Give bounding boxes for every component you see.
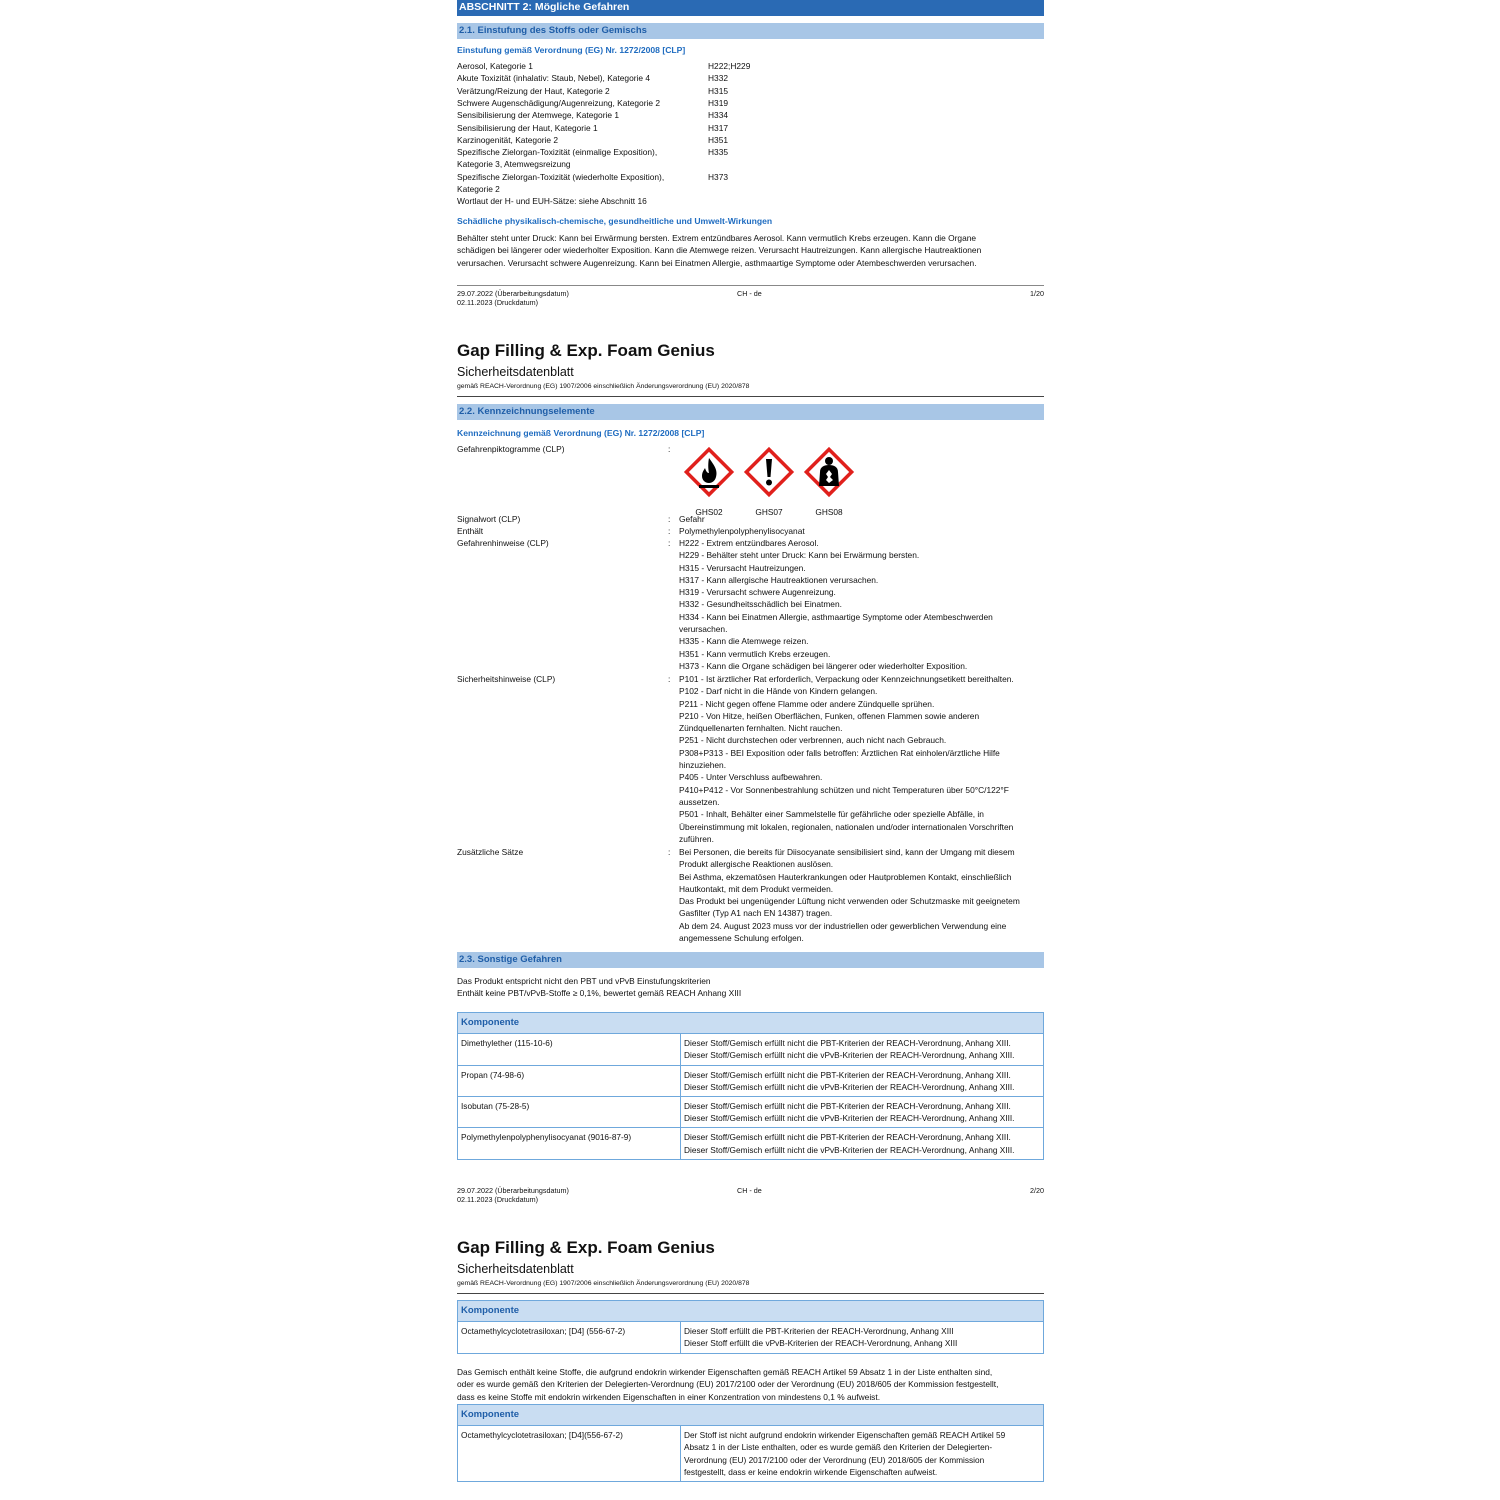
precautionary-statement: Zündquellenarten fernhalten. Nicht rauchen. bbox=[679, 723, 843, 734]
hazard-statement: H373 - Kann die Organe schädigen bei längerer oder wiederholter Exposition. bbox=[679, 660, 968, 671]
hazard-statement: H351 - Kann vermutlich Krebs erzeugen. bbox=[679, 648, 831, 659]
assessment-line: Dieser Stoff erfüllt die PBT-Kriterien der REACH-Verordnung, Anhang XIII bbox=[684, 1326, 954, 1337]
assessment-line: Dieser Stoff erfüllt die vPvB-Kriterien der REACH-Verordnung, Anhang XIII bbox=[684, 1338, 958, 1349]
section-2-2-heading: 2.2. Kennzeichnungselemente bbox=[457, 404, 1044, 420]
assessment-line: Dieser Stoff/Gemisch erfüllt nicht die vPvB-Kriterien der REACH-Verordnung, Anhang XIII. bbox=[684, 1144, 1015, 1155]
header-rule bbox=[457, 396, 1044, 397]
table-row bbox=[458, 1322, 1044, 1353]
regulation-note-p3: gemäß REACH-Verordnung (EG) 1907/2006 einschließlich Änderungsverordnung (EU) 2020/878 bbox=[457, 1280, 750, 1287]
precautionary-statement: P102 - Darf nicht in die Hände von Kindern gelangen. bbox=[679, 686, 878, 697]
document-title-p3: Gap Filling & Exp. Foam Genius bbox=[457, 1238, 715, 1257]
assessment-line: Dieser Stoff/Gemisch erfüllt nicht die vPvB-Kriterien der REACH-Verordnung, Anhang XIII. bbox=[684, 1113, 1015, 1124]
classification-label: Spezifische Zielorgan-Toxizität (wiederholte Exposition), bbox=[457, 171, 665, 182]
hazard-statement: H319 - Verursacht schwere Augenreizung. bbox=[679, 587, 836, 598]
assessment-line: Absatz 1 in der Liste enthalten, oder es wurde gemäß den Kriterien der Delegierten- bbox=[684, 1442, 993, 1453]
section-2-3-heading: 2.3. Sonstige Gefahren bbox=[457, 952, 1044, 968]
page-footer-2: 29.07.2022 (Überarbeitungsdatum) 02.11.2023 (Druckdatum) CH - de 2/20 bbox=[457, 1182, 1044, 1195]
hazard-code: H317 bbox=[708, 122, 729, 133]
assessment-line: festgestellt, dass er keine endokrin wirkende Eigenschaften aufweist. bbox=[684, 1466, 938, 1477]
ghs02-pictogram: GHS02 bbox=[681, 444, 737, 517]
table-header: Komponente bbox=[458, 1013, 1044, 1034]
effects-text: Behälter steht unter Druck: Kann bei Erwärmung bersten. Extrem entzündbares Aerosol. Kann vermutlich Krebs erzeugen. Kann die Organe schädigen bei längerer oder wiederholter Exposition. Kann die Atemwege reizen. Verursacht Hautreizungen. Kann allergische Hautreaktionen verursachen. Verursacht schwere Augenreizung. Kann bei Einatmen Allergie, asthmaartige Symptome oder Atembeschwerden verursachen. bbox=[457, 233, 982, 268]
pictograms-label: Gefahrenpiktogramme (CLP) bbox=[457, 444, 565, 454]
hazard-code: H315 bbox=[708, 85, 729, 96]
labelling-subheading: Kennzeichnung gemäß Verordnung (EG) Nr. 1272/2008 [CLP] bbox=[457, 428, 705, 438]
revision-date: 29.07.2022 (Überarbeitungsdatum) bbox=[457, 289, 569, 298]
page-footer-1 bbox=[457, 285, 1044, 307]
classification-label: Aerosol, Kategorie 1 bbox=[457, 61, 533, 71]
hazard-statement: H317 - Kann allergische Hautreaktionen verursachen. bbox=[679, 574, 879, 585]
classification-label: Schwere Augenschädigung/Augenreizung, Kategorie 2 bbox=[457, 97, 661, 108]
classification-label: Spezifische Zielorgan-Toxizität (einmalige Exposition), bbox=[457, 147, 658, 158]
hazard-code: H332 bbox=[708, 73, 729, 84]
component-name: Propan (74-98-6) bbox=[458, 1065, 681, 1096]
assessment-line: Dieser Stoff/Gemisch erfüllt nicht die PBT-Kriterien der REACH-Verordnung, Anhang XIII. bbox=[684, 1132, 1011, 1143]
assessment-line: Der Stoff ist nicht aufgrund endokrin wirkender Eigenschaften gemäß REACH Artikel 59 bbox=[684, 1430, 1006, 1441]
precautionary-statement: Übereinstimmung mit lokalen, regionalen, nationalen und/oder internationalen Vorschriften bbox=[679, 821, 1014, 832]
component-assessment bbox=[681, 1034, 1044, 1065]
precautionary-statement: P405 - Unter Verschluss aufbewahren. bbox=[679, 772, 823, 783]
effects-subheading: Schädliche physikalisch-chemische, gesundheitliche und Umwelt-Wirkungen bbox=[457, 216, 773, 226]
section-2-1-heading: 2.1. Einstufung des Stoffs oder Gemischs bbox=[457, 23, 1044, 39]
flame-icon bbox=[681, 444, 737, 500]
colon: : bbox=[668, 444, 671, 454]
component-name: Isobutan (75-28-5) bbox=[458, 1097, 681, 1128]
endocrine-text: Das Gemisch enthält keine Stoffe, die aufgrund endokrin wirkender Eigenschaften gemäß REACH Artikel 59 Absatz 1 in der Liste enthalten sind, oder es wurde gemäß den Kriterien der Delegierten-Verordnung (EU) 2017/2100 oder der Verordnung (EU) 2018/605 der Kommission festgestellt, dass es keine Stoffe mit endokrin wirkenden Eigenschaften in einer Konzentration von mindestens 0,1 % aufweist. bbox=[457, 1367, 999, 1402]
assessment-line: Verordnung (EU) 2017/2100 oder der Verordnung (EU) 2018/605 der Kommission bbox=[684, 1454, 985, 1465]
classification-label: Kategorie 3, Atemwegsreizung bbox=[457, 159, 571, 170]
additional-phrase: Produkt allergische Reaktionen auslösen. bbox=[679, 859, 834, 870]
precautionary-statement: P101 - Ist ärztlicher Rat erforderlich, Verpackung oder Kennzeichnungsetikett bereithalten. bbox=[679, 674, 1014, 684]
component-name: Octamethylcyclotetrasiloxan; [D4](556-67-2) bbox=[458, 1426, 681, 1482]
hazard-statement: H229 - Behälter steht unter Druck: Kann bei Erwärmung bersten. bbox=[679, 550, 920, 561]
hazard-statement: H222 - Extrem entzündbares Aerosol. bbox=[679, 538, 819, 548]
classification-label: Sensibilisierung der Haut, Kategorie 1 bbox=[457, 122, 598, 133]
precautionary-statement: P251 - Nicht durchstechen oder verbrennen, auch nicht nach Gebrauch. bbox=[679, 735, 947, 746]
assessment-line: Dieser Stoff/Gemisch erfüllt nicht die PBT-Kriterien der REACH-Verordnung, Anhang XIII. bbox=[684, 1069, 1011, 1080]
document-subtitle-p3: Sicherheitsdatenblatt bbox=[457, 1262, 574, 1276]
component-name: Octamethylcyclotetrasiloxan; [D4] (556-67-2) bbox=[458, 1322, 681, 1353]
exclamation-icon bbox=[741, 444, 797, 500]
additional-phrase: Bei Asthma, ekzematösen Hauterkrankungen oder Hautproblemen Kontakt, einschließlich bbox=[679, 871, 1012, 882]
additional-phrase: Ab dem 24. August 2023 muss vor der industriellen oder gewerblichen Verwendung eine bbox=[679, 920, 1007, 931]
component-name: Polymethylenpolyphenylisocyanat (9016-87-9) bbox=[458, 1128, 681, 1159]
component-assessment bbox=[681, 1097, 1044, 1128]
document-title: Gap Filling & Exp. Foam Genius bbox=[457, 341, 715, 360]
assessment-line: Dieser Stoff/Gemisch erfüllt nicht die vPvB-Kriterien der REACH-Verordnung, Anhang XIII. bbox=[684, 1050, 1015, 1061]
hazard-code: H351 bbox=[708, 134, 729, 145]
health-hazard-icon bbox=[801, 444, 857, 500]
component-assessment bbox=[681, 1065, 1044, 1096]
print-date: 02.11.2023 (Druckdatum) bbox=[457, 298, 538, 307]
hazard-code: H373 bbox=[708, 171, 729, 182]
component-name: Dimethylether (115-10-6) bbox=[458, 1034, 681, 1065]
hazard-statement: verursachen. bbox=[679, 624, 728, 635]
classification-label: Akute Toxizität (inhalativ: Staub, Nebel), Kategorie 4 bbox=[457, 73, 651, 84]
precautionary-statement: P410+P412 - Vor Sonnenbestrahlung schützen und nicht Temperaturen über 50°C/122°F bbox=[679, 784, 1009, 795]
additional-phrase: Bei Personen, die bereits für Diisocyanate sensibilisiert sind, kann der Umgang mit diesem bbox=[679, 847, 1015, 857]
classification-label: Kategorie 2 bbox=[457, 184, 500, 194]
hazard-statement: H335 - Kann die Atemwege reizen. bbox=[679, 636, 809, 647]
additional-phrase: Gasfilter (Typ A1 nach EN 14387) tragen. bbox=[679, 908, 833, 919]
classification-subheading: Einstufung gemäß Verordnung (EG) Nr. 1272/2008 [CLP] bbox=[457, 45, 686, 55]
other-hazards-text: Das Produkt entspricht nicht den PBT und vPvB Einstufungskriterien Enthält keine PBT/vPvB-Stoffe ≥ 0,1%, bewertet gemäß REACH Anhang XIII bbox=[457, 976, 742, 999]
hazard-statement: H332 - Gesundheitsschädlich bei Einatmen. bbox=[679, 599, 842, 610]
component-assessment bbox=[681, 1128, 1044, 1159]
assessment-line: Dieser Stoff/Gemisch erfüllt nicht die vPvB-Kriterien der REACH-Verordnung, Anhang XIII. bbox=[684, 1081, 1015, 1092]
additional-phrase: Das Produkt bei ungenügender Lüftung nicht verwenden oder Schutzmaske mit geeignetem bbox=[679, 896, 1020, 907]
table-row bbox=[458, 1065, 1044, 1096]
hazard-code: H222;H229 bbox=[708, 61, 751, 71]
header-rule-p3 bbox=[457, 1293, 1044, 1294]
endocrine-table: Komponente Octamethylcyclotetrasiloxan; [D4](556-67-2) Der Stoff ist nicht aufgrund endokrin wirkender Eigenschaften gemäß REACH Artikel 59 Absatz 1 in der Liste enthalten, oder es wurde gemäß den Kriterien der Delegierten- Verordnung (EU) 2017/2100 oder der Verordnung (EU) 2018/605 der Kommission festgestellt, dass er keine endokrin wirkende Eigenschaften aufweist. bbox=[457, 1404, 1044, 1482]
country-language: CH - de bbox=[737, 289, 762, 298]
regulation-note: gemäß REACH-Verordnung (EG) 1907/2006 einschließlich Änderungsverordnung (EU) 2020/878 bbox=[457, 383, 750, 390]
hazard-code: H334 bbox=[708, 110, 729, 121]
precautionary-statement: aussetzen. bbox=[679, 796, 720, 807]
component-assessment bbox=[681, 1322, 1044, 1353]
table-row bbox=[458, 1128, 1044, 1159]
additional-phrase: angemessene Schulung erfolgen. bbox=[679, 933, 804, 944]
classification-label: Verätzung/Reizung der Haut, Kategorie 2 bbox=[457, 85, 610, 96]
signal-word: Gefahr bbox=[679, 514, 705, 524]
precautionary-statement: P210 - Von Hitze, heißen Oberflächen, Funken, offenen Flammen sowie anderen bbox=[679, 710, 980, 721]
hazard-code: H319 bbox=[708, 97, 729, 108]
hazard-code: H335 bbox=[708, 147, 729, 158]
ghs08-pictogram: GHS08 bbox=[801, 444, 857, 517]
hazard-statement: H315 - Verursacht Hautreizungen. bbox=[679, 562, 806, 573]
assessment-line: Dieser Stoff/Gemisch erfüllt nicht die PBT-Kriterien der REACH-Verordnung, Anhang XIII. bbox=[684, 1101, 1011, 1112]
page-number: 1/20 bbox=[1030, 289, 1044, 298]
additional-phrase: Hautkontakt, mit dem Produkt vermeiden. bbox=[679, 883, 834, 894]
precautionary-statement: zuführen. bbox=[679, 833, 714, 844]
pbt-d4-table: Komponente Octamethylcyclotetrasiloxan; [D4] (556-67-2) Dieser Stoff erfüllt die PBT-Kriterien der REACH-Verordnung, Anhang XIII Dieser Stoff erfüllt die vPvB-Kriterien der REACH-Verordnung, Anhang XIII bbox=[457, 1300, 1044, 1354]
document-subtitle: Sicherheitsdatenblatt bbox=[457, 365, 574, 379]
table-row bbox=[458, 1097, 1044, 1128]
section-2-header: ABSCHNITT 2: Mögliche Gefahren bbox=[457, 0, 1044, 16]
precautionary-statement: P501 - Inhalt, Behälter einer Sammelstelle für gefährliche oder spezielle Abfälle, in bbox=[679, 809, 984, 820]
pbt-components-table bbox=[457, 1012, 1044, 1160]
ghs07-pictogram: GHS07 bbox=[741, 444, 797, 517]
component-assessment bbox=[681, 1426, 1044, 1482]
precautionary-statement: P308+P313 - BEI Exposition oder falls betroffen: Ärztlichen Rat einholen/ärztliche Hilfe bbox=[679, 747, 1000, 758]
precautionary-statement: P211 - Nicht gegen offene Flamme oder andere Zündquelle sprühen. bbox=[679, 698, 935, 709]
table-row bbox=[458, 1426, 1044, 1482]
table-row bbox=[458, 1034, 1044, 1065]
assessment-line: Dieser Stoff/Gemisch erfüllt nicht die PBT-Kriterien der REACH-Verordnung, Anhang XIII. bbox=[684, 1038, 1011, 1049]
classification-label: Wortlaut der H- und EUH-Sätze: siehe Abschnitt 16 bbox=[457, 196, 647, 207]
precautionary-statement: hinzuziehen. bbox=[679, 760, 727, 771]
hazard-statement: H334 - Kann bei Einatmen Allergie, asthmaartige Symptome oder Atembeschwerden bbox=[679, 611, 993, 622]
classification-label: Sensibilisierung der Atemwege, Kategorie 1 bbox=[457, 110, 620, 121]
classification-label: Karzinogenität, Kategorie 2 bbox=[457, 134, 559, 145]
